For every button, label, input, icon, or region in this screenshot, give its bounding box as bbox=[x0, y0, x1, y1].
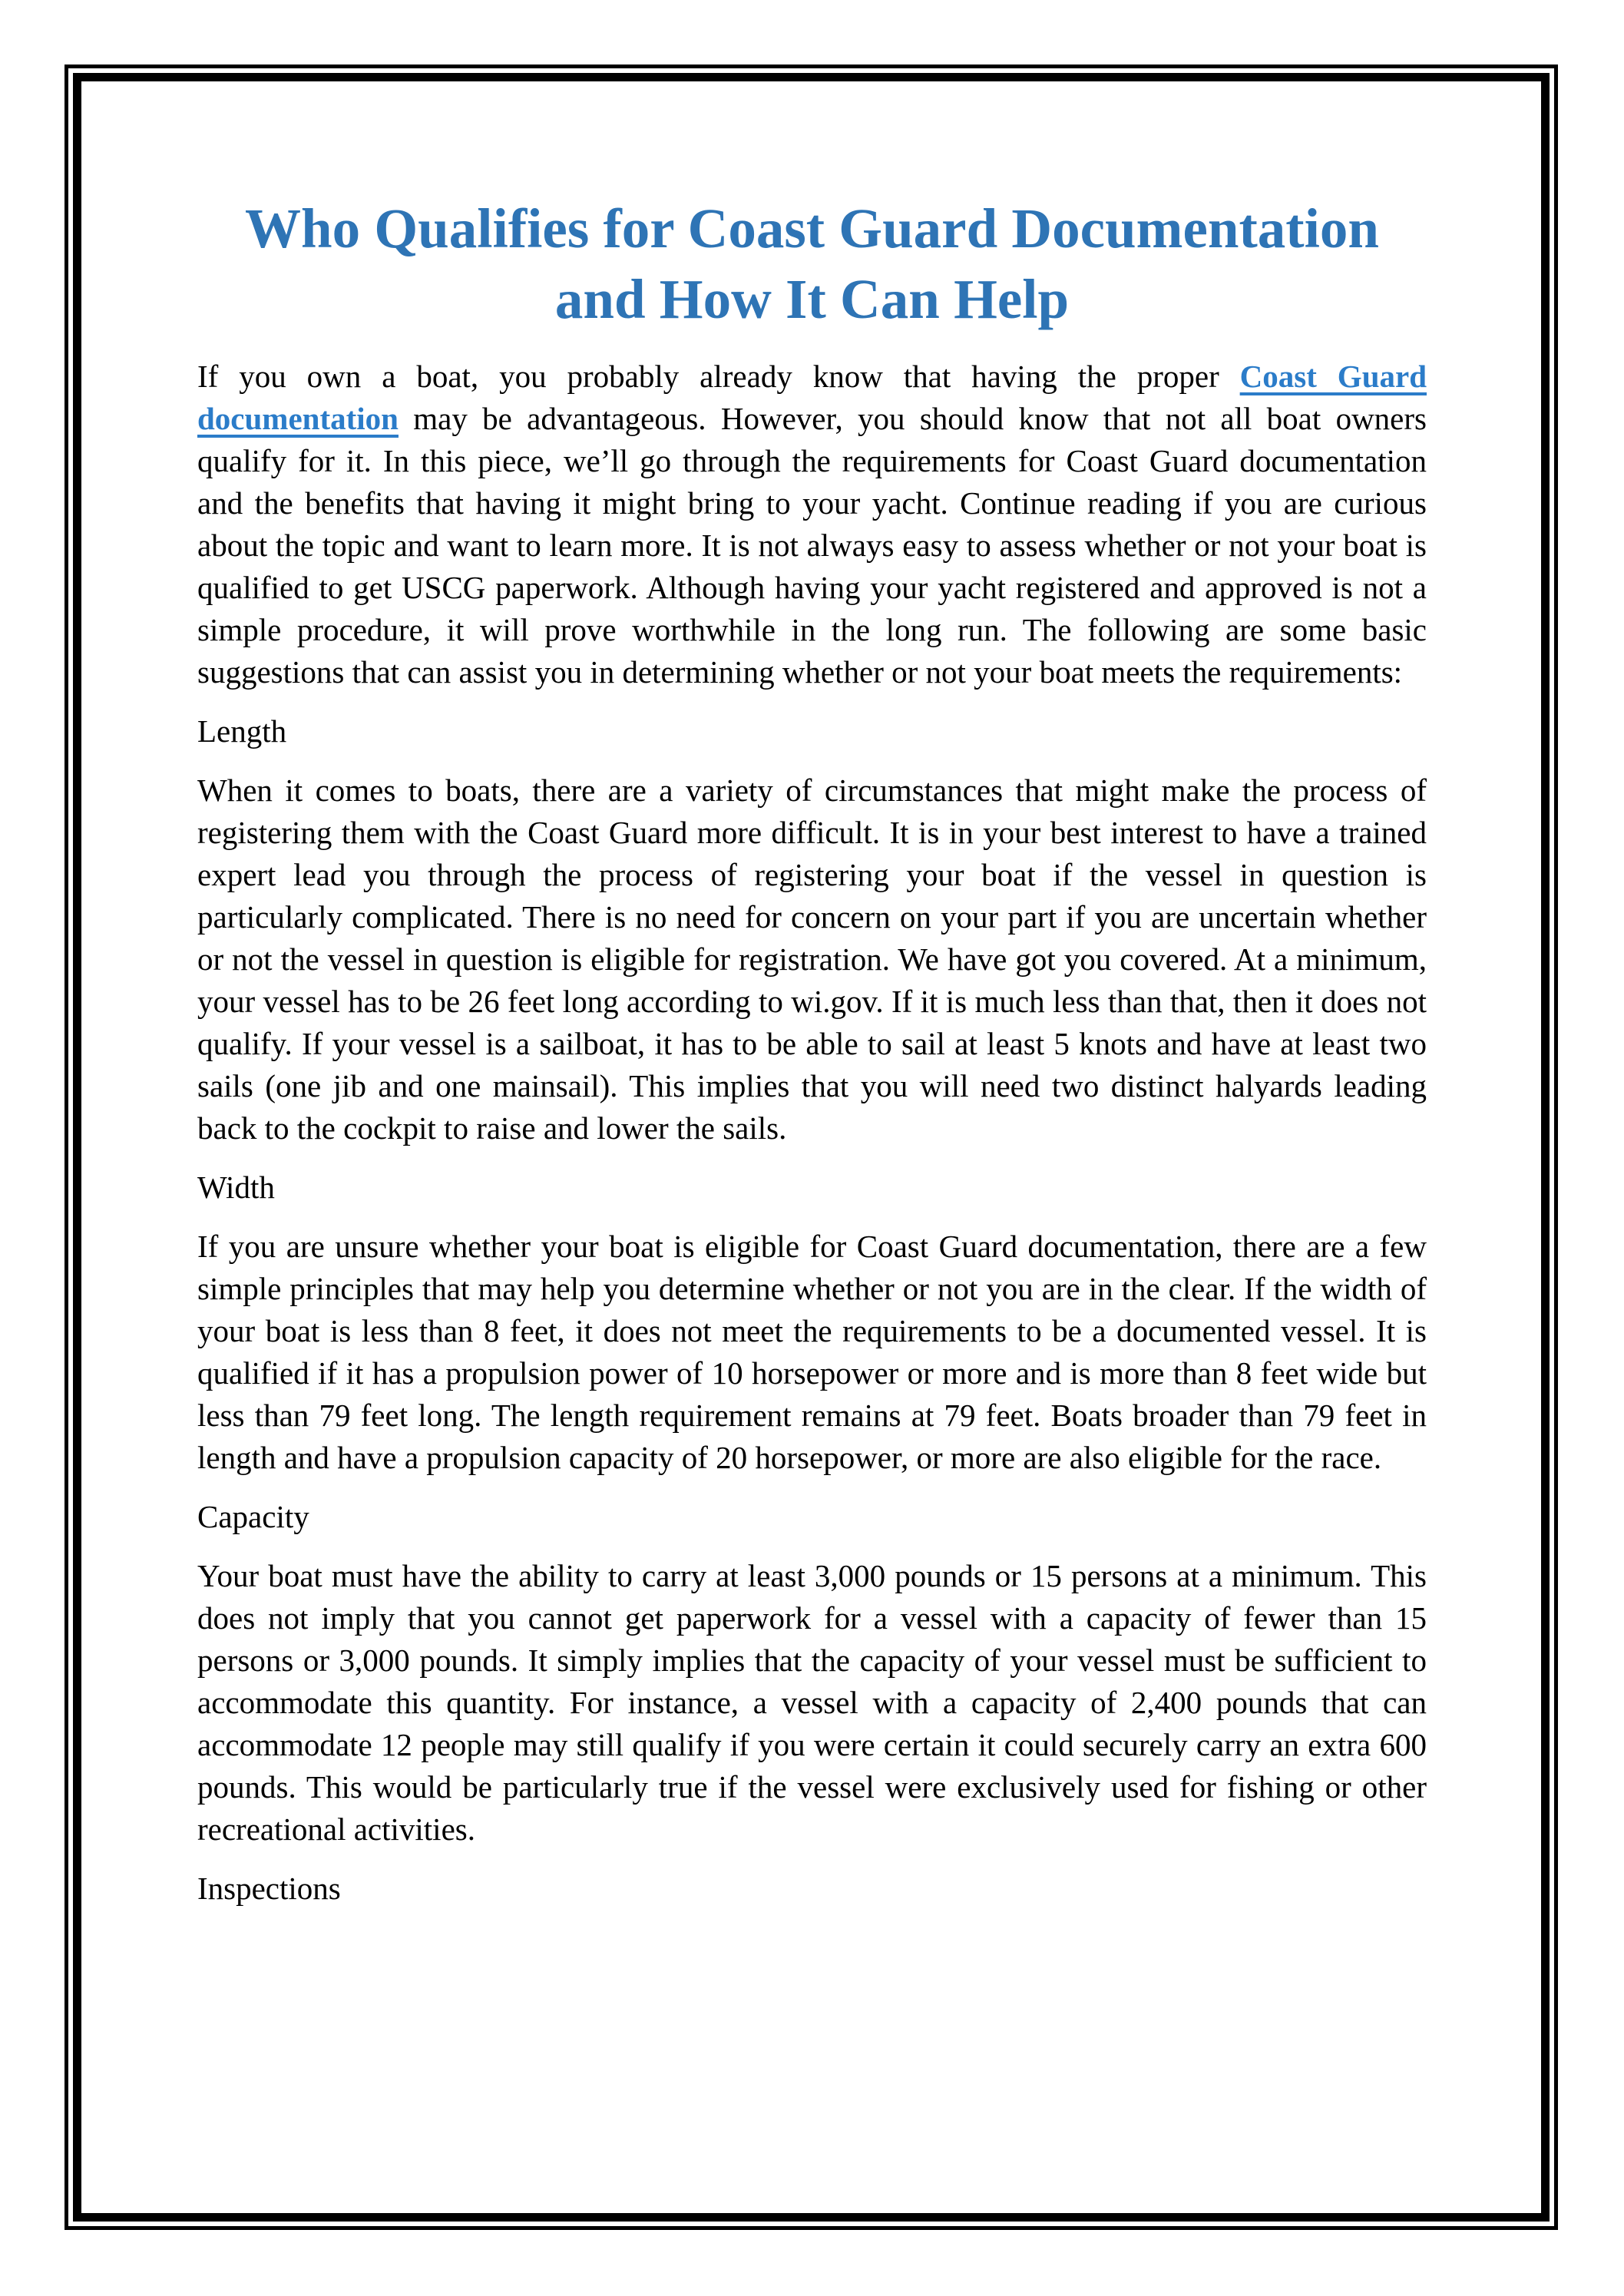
document-content bbox=[197, 82, 1427, 1927]
section-heading-width: Width bbox=[197, 1170, 275, 1205]
capacity-paragraph: Your boat must have the ability to carry at least 3,000 pounds or 15 persons at a minimum. This does not imply that you cannot get paperwork for a vessel with a capacity of fewer than 15 persons or 3,000 pounds. It simply implies that the capacity of your vessel must be sufficient to accommodate this quantity. For instance, a vessel with a capacity of 2,400 pounds that can accommodate 12 people may still qualify if you were certain it could securely carry an extra 600 pounds. This would be particularly true if the vessel were exclusively used for fishing or other recreational activities. bbox=[197, 1558, 1427, 1847]
section-heading-length: Length bbox=[197, 713, 287, 749]
width-paragraph: If you are unsure whether your boat is eligible for Coast Guard documentation, there are a few simple principles that may help you determine whether or not you are in the clear. If the width of your boat is less than 8 feet, it does not meet the requirements to be a documented vessel. It is qualified if it has a propulsion power of 10 horsepower or more and is more than 8 feet wide but less than 79 feet long. The length requirement remains at 79 feet. Boats broader than 79 feet in length and have a propulsion capacity of 20 horsepower, or more are also eligible for the race. bbox=[197, 1229, 1427, 1475]
page-title-line-2: and How It Can Help bbox=[554, 268, 1070, 330]
coast-guard-documentation-link[interactable]: Coast Guard documentation bbox=[197, 359, 1427, 436]
page-title-line-1: Who Qualifies for Coast Guard Documentation bbox=[245, 197, 1379, 260]
length-paragraph: When it comes to boats, there are a variety of circumstances that might make the process of registering them with the Coast Guard more difficult. It is in your best interest to have a trained expert lead you through the process of registering your boat if the vessel in question is particularly complicated. There is no need for concern on your part if you are uncertain whether or not the vessel in question is eligible for registration. We have got you covered. At a minimum, your vessel has to be 26 feet long according to wi.gov. If it is much less than that, then it does not qualify. If your vessel is a sailboat, it has to be able to sail at least 5 knots and have at least two sails (one jib and one mainsail). This implies that you will need two distinct halyards leading back to the cockpit to raise and lower the sails. bbox=[197, 773, 1427, 1146]
section-heading-inspections: Inspections bbox=[197, 1871, 341, 1906]
intro-text-before-link: If you own a boat, you probably already know that having the proper bbox=[197, 359, 1240, 394]
section-heading-capacity: Capacity bbox=[197, 1499, 309, 1534]
page-title bbox=[197, 194, 1427, 335]
intro-paragraph bbox=[197, 356, 1427, 693]
intro-text-after-link: may be advantageous. However, you should know that not all boat owners qualify for it. In this piece, we’ll go through the requirements for Coast Guard documentation and the benefits that having it might bring to your yacht. Continue reading if you are curious about the topic and want to learn more. It is not always easy to assess whether or not your boat is qualified to get USCG paperwork. Although having your yacht registered and approved is not a simple procedure, it will prove worthwhile in the long run. The following are some basic suggestions that can assist you in determining whether or not your boat meets the requirements: bbox=[197, 401, 1427, 690]
